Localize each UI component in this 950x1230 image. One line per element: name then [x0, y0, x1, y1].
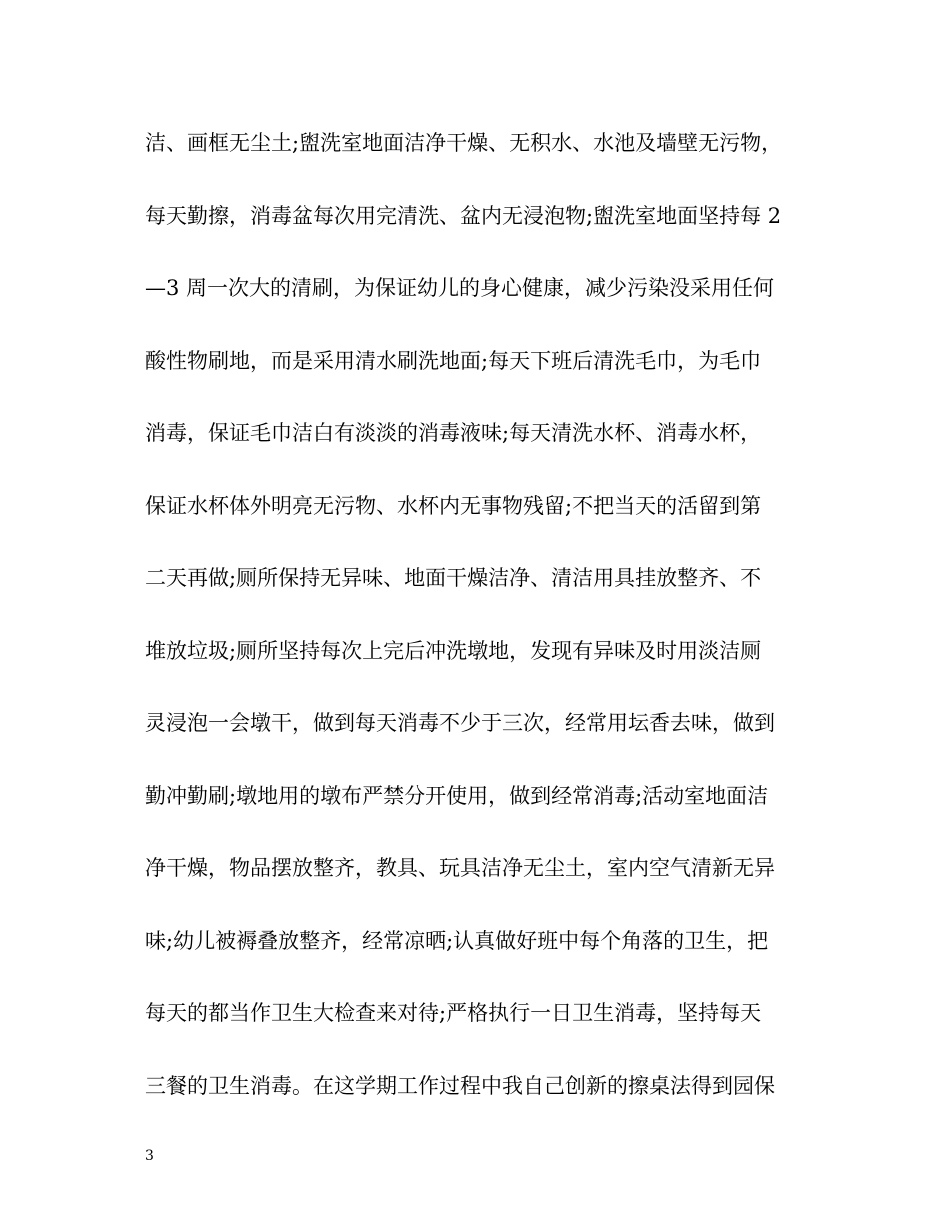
page-number: 3	[145, 1148, 154, 1164]
text-line: 灵浸泡一会墩干，做到每天消毒不少于三次，经常用坛香去味，做到	[145, 711, 775, 735]
text-line: 洁、画框无尘土;盥洗室地面洁净干燥、无积水、水池及墙壁无污物，	[145, 131, 783, 155]
text-line: 保证水杯体外明亮无污物、水杯内无事物残留;不把当天的活留到第	[145, 493, 762, 518]
text-line: 勤冲勤刷;墩地用的墩布严禁分开使用，做到经常消毒;活动室地面洁	[145, 783, 769, 808]
text-line: 每天的都当作卫生大检查来对待;严格执行一日卫生消毒，坚持每天	[145, 1001, 762, 1025]
text-line: 三餐的卫生消毒。在这学期工作过程中我自己创新的擦桌法得到园保	[145, 1073, 775, 1098]
text-line: 味;幼儿被褥叠放整齐，经常凉晒;认真做好班中每个角落的卫生，把	[145, 928, 769, 953]
text-line: 二天再做;厕所保持无异味、地面干燥洁净、清洁用具挂放整齐、不	[145, 566, 762, 590]
text-line: 堆放垃圾;厕所坚持每次上完后冲洗墩地，发现有异味及时用淡洁厕	[145, 638, 762, 663]
text-line: 每天勤擦，消毒盆每次用完清洗、盆内无浸泡物;盥洗室地面坚持每 2	[145, 203, 782, 228]
text-line: —3 周一次大的清刷，为保证幼儿的身心健康，减少污染没采用任何	[145, 276, 775, 300]
body-paragraph	[145, 118, 810, 1133]
text-line: 净干燥，物品摆放整齐，教具、玩具洁净无尘土，室内空气清新无异	[145, 856, 775, 880]
text-line: 酸性物刷地，而是采用清水刷洗地面;每天下班后清洗毛巾，为毛巾	[145, 348, 762, 373]
text-line: 消毒，保证毛巾洁白有淡淡的消毒液味;每天清洗水杯、消毒水杯，	[145, 421, 762, 445]
